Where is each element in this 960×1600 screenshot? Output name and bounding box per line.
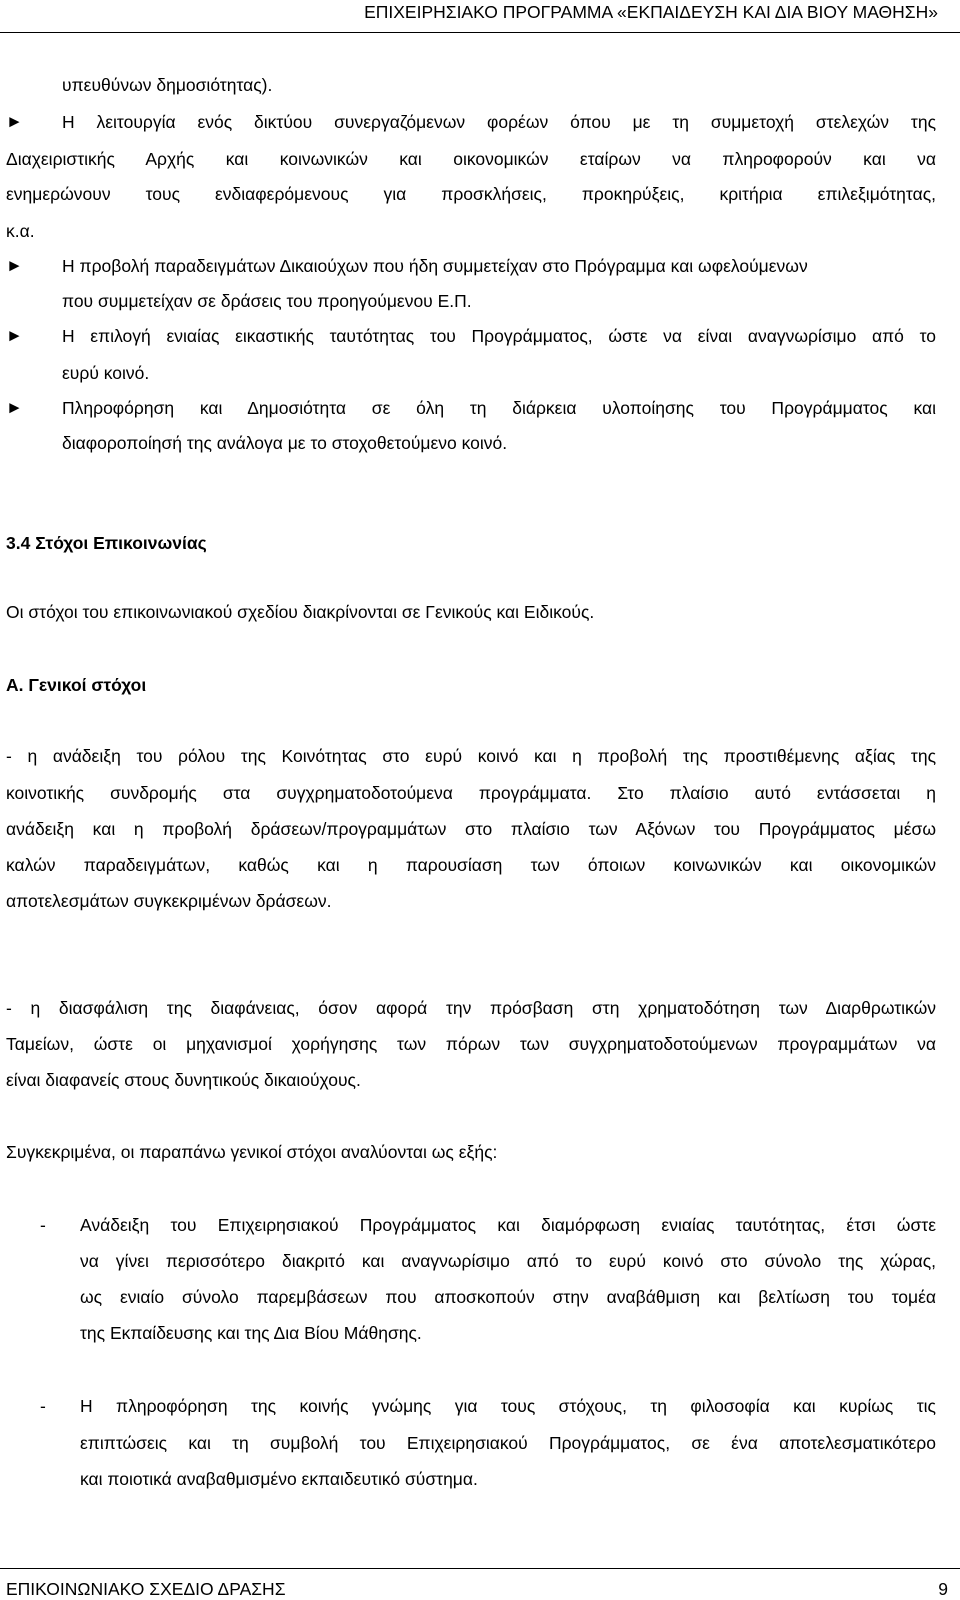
page-footer — [0, 1568, 960, 1600]
para1-line-3: ανάδειξη και η προβολή δράσεων/προγραμμάτων στο πλαίσιο των Αξόνων του Προγράμματος μέσω — [6, 819, 936, 839]
dash-1-line-1: Ανάδειξη του Επιχειρησιακού Προγράμματος και διαμόρφωση ενιαίας ταυτότητας, έτσι ώστε — [80, 1215, 936, 1235]
bullet-2-line-2: που συμμετείχαν σε δράσεις του προηγούμενου Ε.Π. — [62, 291, 472, 311]
dash-marker: - — [40, 1396, 46, 1416]
bullet-1-line-4: κ.α. — [6, 221, 35, 241]
para1-line-2: κοινοτικής συνδρομής στα συγχρηματοδοτούμενα προγράμματα. Στο πλαίσιο αυτό εντάσσεται η — [6, 783, 936, 803]
bullet-marker: ► — [6, 398, 23, 417]
dash-2-line-3: και ποιοτικά αναβαθμισμένο εκπαιδευτικό σύστημα. — [80, 1469, 478, 1489]
dash-marker: - — [40, 1215, 46, 1235]
dash-1-line-2: να γίνει περισσότερο διακριτό και αναγνωρίσιμο από το ευρύ κοινό στο σύνολο της χώρας, — [80, 1251, 936, 1271]
para2-line-1: - η διασφάλιση της διαφάνειας, όσον αφορά την πρόσβαση στη χρηματοδότηση των Διαρθρωτικών — [6, 998, 936, 1018]
section-heading: 3.4 Στόχοι Επικοινωνίας — [6, 533, 207, 553]
para1-line-4: καλών παραδειγμάτων, καθώς και η παρουσίαση των όποιων κοινωνικών και οικονομικών — [6, 855, 936, 875]
bullet-1-line-3: ενημερώνουν τους ενδιαφερόμενους για προσκλήσεις, προκηρύξεις, κριτήρια επιλεξιμότητας, — [6, 184, 936, 204]
para3: Συγκεκριμένα, οι παραπάνω γενικοί στόχοι αναλύονται ως εξής: — [6, 1142, 498, 1162]
dash-1-line-4: της Εκπαίδευσης και της Δια Βίου Μάθησης. — [80, 1323, 422, 1343]
section-intro: Οι στόχοι του επικοινωνιακού σχεδίου διακρίνονται σε Γενικούς και Ειδικούς. — [6, 602, 595, 622]
bullet-4-line-1: Πληροφόρηση και Δημοσιότητα σε όλη τη διάρκεια υλοποίησης του Προγράμματος και — [62, 398, 936, 418]
para2-line-3: είναι διαφανείς στους δυνητικούς δικαιούχους. — [6, 1070, 361, 1090]
bullet-1-line-2: Διαχειριστικής Αρχής και κοινωνικών και οικονομικών εταίρων να πληροφορούν και να — [6, 149, 936, 169]
bullet-4-line-2: διαφοροποίησή της ανάλογα με το στοχοθετούμενο κοινό. — [62, 433, 508, 453]
para1-line-5: αποτελεσμάτων συγκεκριμένων δράσεων. — [6, 891, 332, 911]
bullet-3-line-2: ευρύ κοινό. — [62, 363, 150, 383]
bullet-3-line-1: Η επιλογή ενιαίας εικαστικής ταυτότητας του Προγράμματος, ώστε να είναι αναγνωρίσιμο από το — [62, 326, 936, 346]
dash-2-line-1: Η πληροφόρηση της κοινής γνώμης για τους στόχους, τη φιλοσοφία και κυρίως τις — [80, 1396, 936, 1416]
para1-line-1: - η ανάδειξη του ρόλου της Κοινότητας στο ευρύ κοινό και η προβολή της προστιθέμενης αξίας της — [6, 746, 936, 766]
page-number: 9 — [938, 1579, 948, 1599]
dash-2-line-2: επιπτώσεις και τη συμβολή του Επιχειρησιακού Προγράμματος, σε ένα αποτελεσματικότερο — [80, 1433, 936, 1453]
bullet-marker: ► — [6, 326, 23, 345]
dash-1-line-3: ως ενιαίο σύνολο παρεμβάσεων που αποσκοπούν στην αναβάθμιση και βελτίωση του τομέα — [80, 1287, 936, 1307]
bullet-2-line-1: Η προβολή παραδειγμάτων Δικαιούχων που ήδη συμμετείχαν στο Πρόγραμμα και ωφελούμενων — [62, 256, 808, 276]
footer-title: ΕΠΙΚΟΙΝΩΝΙΑΚΟ ΣΧΕΔΙΟ ΔΡΑΣΗΣ — [6, 1579, 286, 1599]
header-title: ΕΠΙΧΕΙΡΗΣΙΑΚΟ ΠΡΟΓΡΑΜΜΑ «ΕΚΠΑΙΔΕΥΣΗ ΚΑΙ ΔΙΑ ΒΙΟΥ ΜΑΘΗΣΗ» — [364, 2, 938, 22]
bullet-marker: ► — [6, 256, 23, 275]
intro-line: υπευθύνων δημοσιότητας). — [62, 75, 273, 95]
para2-line-2: Ταμείων, ώστε οι μηχανισμοί χορήγησης των πόρων των συγχρηματοδοτούμενων προγραμμάτων να — [6, 1034, 936, 1054]
page-header — [0, 0, 960, 33]
subheading: Α. Γενικοί στόχοι — [6, 675, 147, 695]
bullet-1-line-1: Η λειτουργία ενός δικτύου συνεργαζόμενων φορέων όπου με τη συμμετοχή στελεχών της — [62, 112, 936, 132]
bullet-marker: ► — [6, 112, 23, 131]
